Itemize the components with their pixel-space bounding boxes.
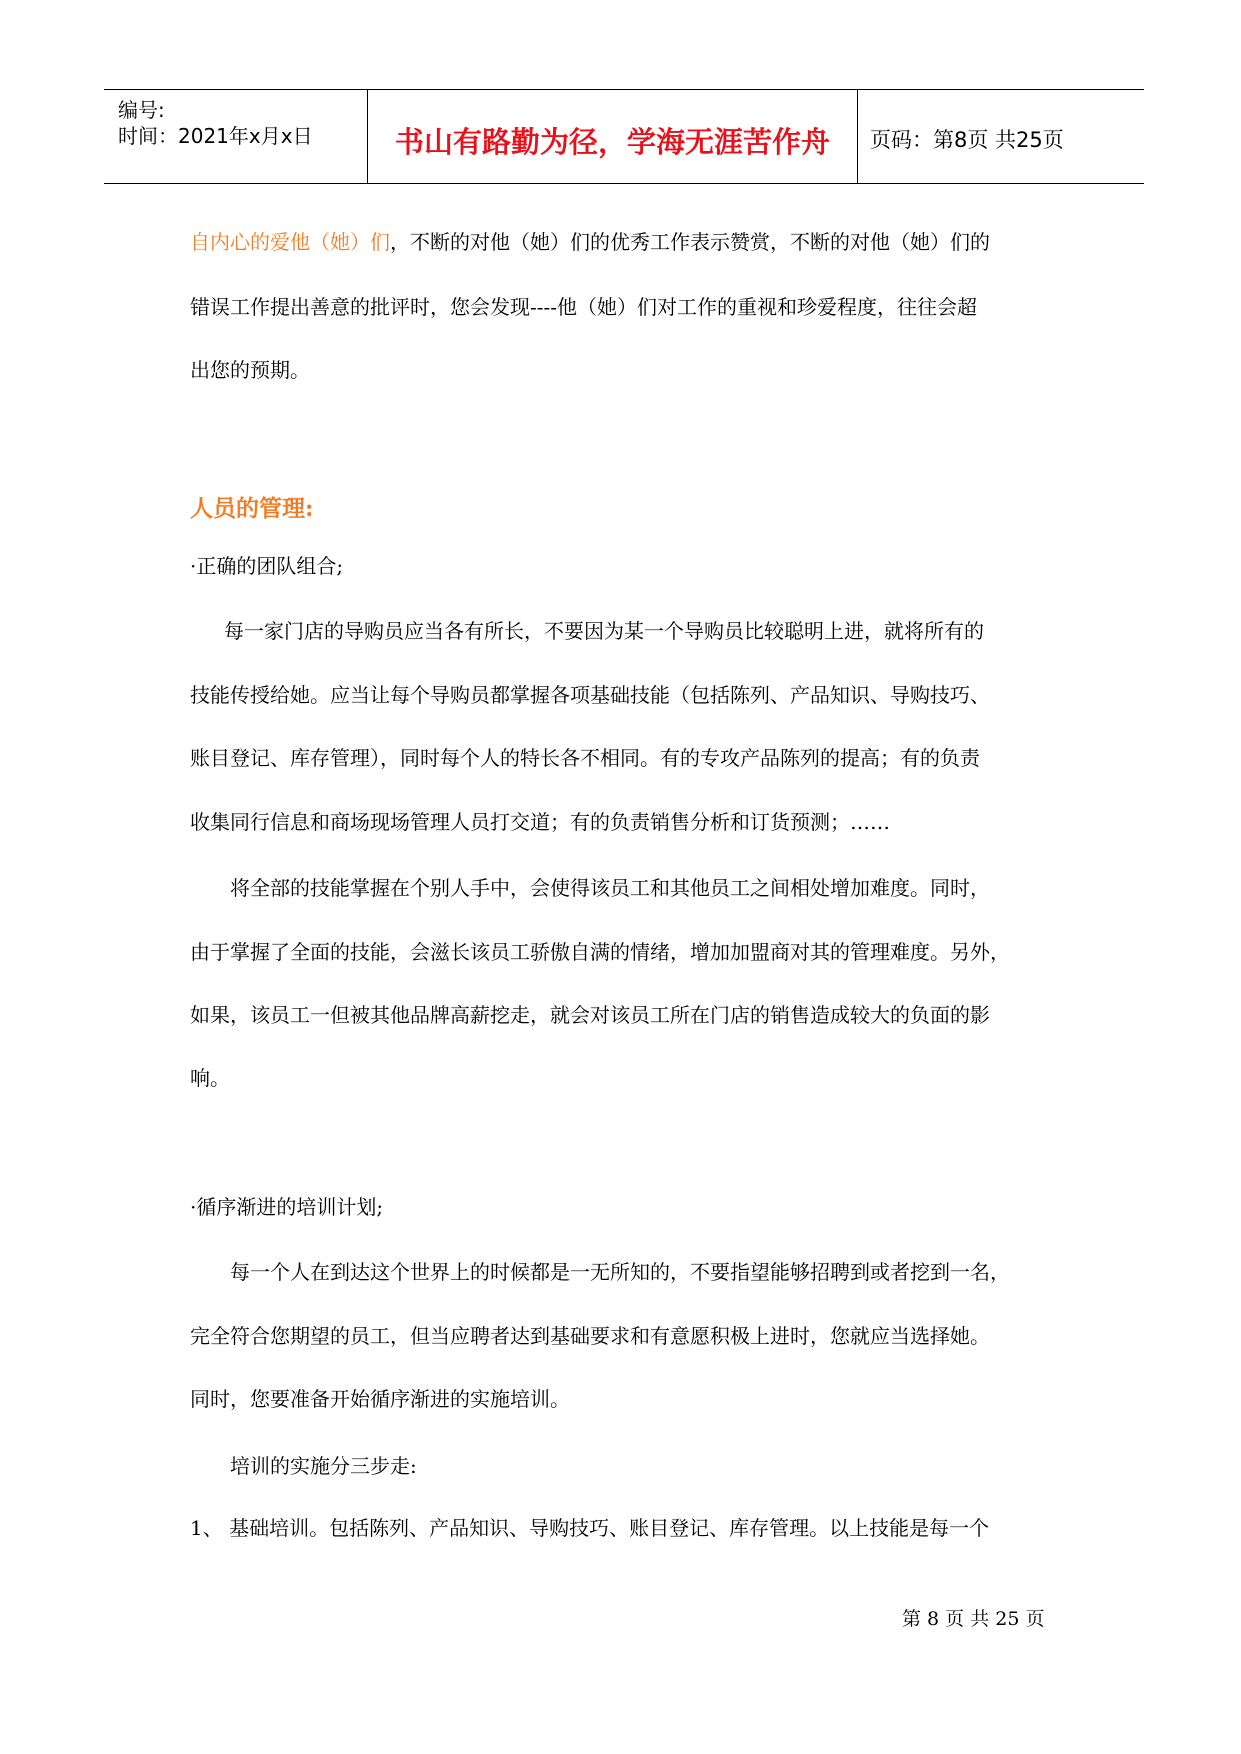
list-item: 1、 基础培训。包括陈列、产品知识、导购技巧、账目登记、库存管理。以上技能是每一个 — [190, 1516, 990, 1540]
subsection-title: ·正确的团队组合; — [190, 554, 344, 578]
paragraph-line: 响。 — [190, 1066, 230, 1090]
paragraph-line: 由于掌握了全面的技能，会滋长该员工骄傲自满的情绪，增加加盟商对其的管理难度。另外， — [190, 940, 1010, 964]
paragraph-line: 出您的预期。 — [190, 358, 310, 382]
paragraph-line: 技能传授给她。应当让每个导购员都掌握各项基础技能（包括陈列、产品知识、导购技巧、 — [190, 683, 990, 707]
page-footer: 第 8 页 共 25 页 — [902, 1608, 1045, 1630]
paragraph-line: 将全部的技能掌握在个别人手中，会使得该员工和其他员工之间相处增加难度。同时， — [230, 876, 990, 900]
paragraph-line: 错误工作提出善意的批评时，您会发现----他（她）们对工作的重视和珍爱程度，往往会超 — [190, 295, 978, 319]
section-heading: 人员的管理: — [190, 495, 314, 522]
header-motto: 书山有路勤为径，学海无涯苦作舟 — [394, 125, 830, 159]
paragraph-line: 培训的实施分三步走: — [230, 1454, 417, 1478]
highlighted-phrase: 自内心的爱他（她）们 — [190, 230, 390, 254]
paragraph-line: 每一个人在到达这个世界上的时候都是一无所知的，不要指望能够招聘到或者挖到一名， — [230, 1260, 1010, 1284]
header-meta-cell — [104, 90, 367, 183]
paragraph-line: 完全符合您期望的员工，但当应聘者达到基础要求和有意愿积极上进时，您就应当选择她。 — [190, 1324, 990, 1348]
paragraph-line: 如果，该员工一但被其他品牌高薪挖走，就会对该员工所在门店的销售造成较大的负面的影 — [190, 1003, 990, 1027]
header-page-cell — [858, 90, 1144, 183]
paragraph-line: 收集同行信息和商场现场管理人员打交道；有的负责销售分析和订货预测；…… — [190, 810, 890, 834]
header-motto-cell — [367, 90, 858, 183]
paragraph-line: 同时，您要准备开始循序渐进的实施培训。 — [190, 1387, 570, 1411]
paragraph-line: 账目登记、库存管理），同时每个人的特长各不相同。有的专攻产品陈列的提高；有的负责 — [190, 746, 980, 770]
paragraph-line: 每一家门店的导购员应当各有所长，不要因为某一个导购员比较聪明上进，就将所有的 — [224, 619, 984, 643]
paragraph-line — [190, 230, 990, 254]
document-number-label: 编号: — [118, 98, 165, 122]
document-header — [104, 89, 1144, 184]
subsection-title: ·循序渐进的培训计划; — [190, 1195, 384, 1219]
paragraph-text: ，不断的对他（她）们的优秀工作表示赞赏，不断的对他（她）们的 — [390, 230, 990, 254]
header-page-info: 页码：第8页 共25页 — [870, 128, 1064, 152]
document-time-label: 时间：2021年x月x日 — [118, 124, 313, 148]
